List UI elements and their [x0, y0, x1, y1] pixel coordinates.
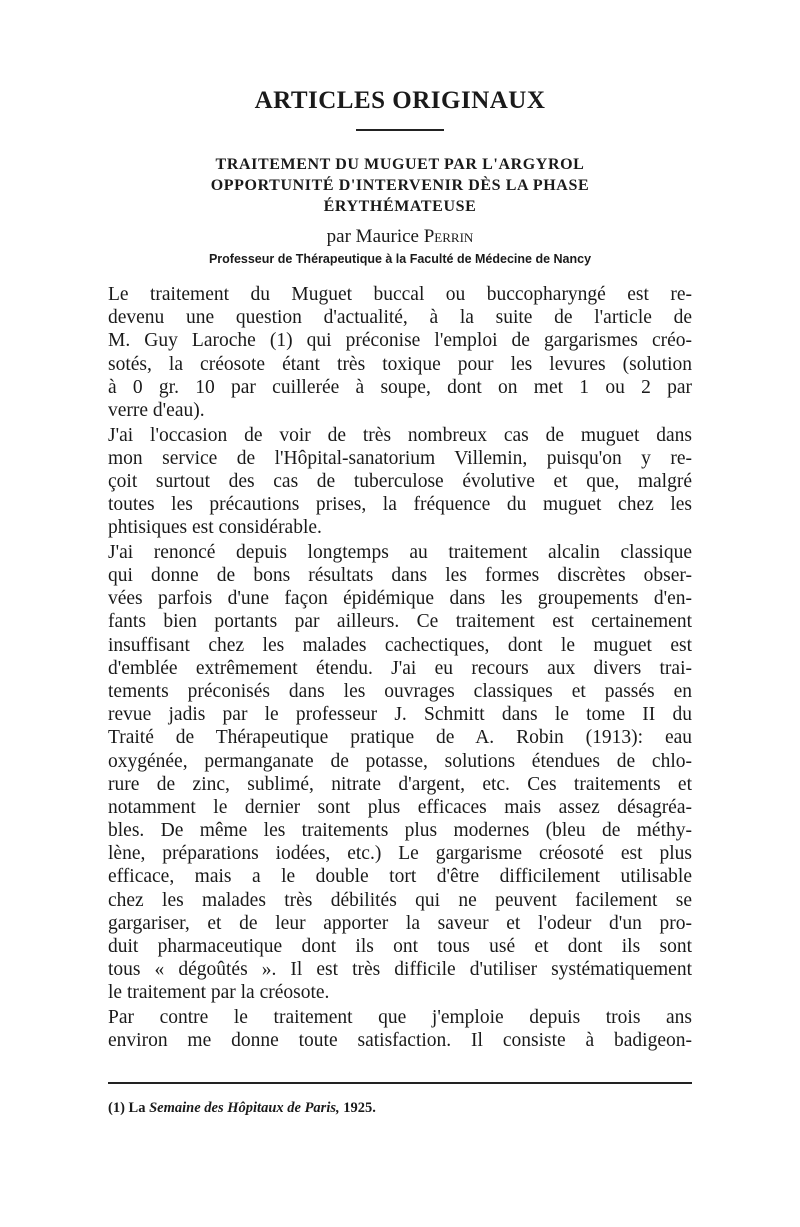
author-byline — [0, 225, 800, 249]
text-line: toutes les précautions prises, la fréquence du muguet chez les — [108, 494, 692, 516]
footnote-number: (1) — [108, 1100, 125, 1116]
text-line: phtisiques est considérable. — [108, 517, 322, 539]
text-line: lène, préparations iodées, etc.) Le gargarisme créosoté est plus — [108, 843, 692, 865]
paragraph — [108, 283, 692, 422]
text-line: vées parfois d'une façon épidémique dans les groupements d'en- — [108, 588, 692, 610]
text-line: Par contre le traitement que j'emploie depuis trois ans — [108, 1006, 692, 1028]
text-line: qui donne de bons résultats dans les formes discrètes obser- — [108, 565, 692, 587]
text-line: sotés, la créosote étant très toxique pour les levures (solution — [108, 353, 692, 375]
author-surname: Perrin — [423, 226, 474, 247]
paragraph — [108, 541, 692, 1005]
text-line: verre d'eau). — [108, 399, 205, 421]
header-rule — [356, 129, 444, 131]
text-line: oxygénée, permanganate de potasse, solutions étendues de chlo- — [108, 750, 692, 772]
text-line: environ me donne toute satisfaction. Il consiste à badigeon- — [108, 1030, 692, 1052]
paragraph — [108, 1006, 692, 1052]
text-line: notamment le dernier sont plus efficaces mais assez désagréa- — [108, 796, 692, 818]
footnote-journal: Semaine des Hôpitaux de Paris, — [149, 1100, 340, 1116]
article-title-line: ÉRYTHÉMATEUSE — [323, 198, 477, 215]
article-title-line: OPPORTUNITÉ D'INTERVENIR DÈS LA PHASE — [210, 177, 590, 194]
text-line: le traitement par la créosote. — [108, 982, 330, 1004]
text-line: insuffisant chez les malades cachectiques, dont le muguet est — [108, 634, 692, 656]
footnote-rule — [108, 1082, 692, 1084]
paragraph — [108, 424, 692, 540]
text-line: J'ai renoncé depuis longtemps au traitement alcalin classique — [108, 541, 692, 563]
article-body — [108, 283, 692, 1054]
text-line: d'emblée extrêmement étendu. J'ai eu recours aux divers trai- — [108, 657, 692, 679]
author-affiliation: Professeur de Thérapeutique à la Faculté de Médecine de Nancy — [208, 252, 592, 266]
text-line: rure de zinc, sublimé, nitrate d'argent, etc. Ces traitements et — [108, 773, 692, 795]
text-line: tous « dégoûtés ». Il est très difficile d'utiliser systématiquement — [108, 959, 692, 981]
text-line: efficace, mais a le double tort d'être difficilement utilisable — [108, 866, 692, 888]
text-line: chez les malades très débilités qui ne peuvent facilement se — [108, 889, 692, 911]
article-title-line: TRAITEMENT DU MUGUET PAR L'ARGYROL — [215, 156, 585, 173]
text-line: M. Guy Laroche (1) qui préconise l'emploi de gargarismes créo- — [108, 330, 692, 352]
byline-prefix: par Maurice — [326, 226, 419, 247]
text-line: J'ai l'occasion de voir de très nombreux cas de muguet dans — [108, 424, 692, 446]
footnote-year: 1925. — [343, 1100, 376, 1116]
text-line: à 0 gr. 10 par cuillerée à soupe, dont on met 1 ou 2 par — [108, 376, 692, 398]
text-line: revue jadis par le professeur J. Schmitt dans le tome II du — [108, 704, 692, 726]
text-line: Le traitement du Muguet buccal ou buccopharyngé est re- — [108, 284, 692, 305]
section-header: ARTICLES ORIGINAUX — [254, 87, 546, 114]
footnote-prefix: La — [128, 1100, 146, 1116]
article-title — [120, 154, 680, 217]
text-line: devenu une question d'actualité, à la suite de l'article de — [108, 307, 692, 329]
footnote — [108, 1099, 692, 1117]
text-line: fants bien portants par ailleurs. Ce traitement est certainement — [108, 611, 692, 633]
text-line: duit pharmaceutique dont ils ont tous usé et dont ils sont — [108, 936, 692, 958]
text-line: gargariser, et de leur apporter la saveur et l'odeur d'un pro- — [108, 912, 692, 934]
text-line: tements préconisés dans les ouvrages classiques et passés en — [108, 680, 692, 702]
text-line: Traité de Thérapeutique pratique de A. Robin (1913): eau — [108, 727, 692, 749]
text-line: mon service de l'Hôpital-sanatorium Villemin, puisqu'on y re- — [108, 447, 692, 469]
text-line: bles. De même les traitements plus modernes (bleu de méthy- — [108, 820, 692, 842]
text-line: çoit surtout des cas de tuberculose évolutive et que, malgré — [108, 470, 692, 492]
